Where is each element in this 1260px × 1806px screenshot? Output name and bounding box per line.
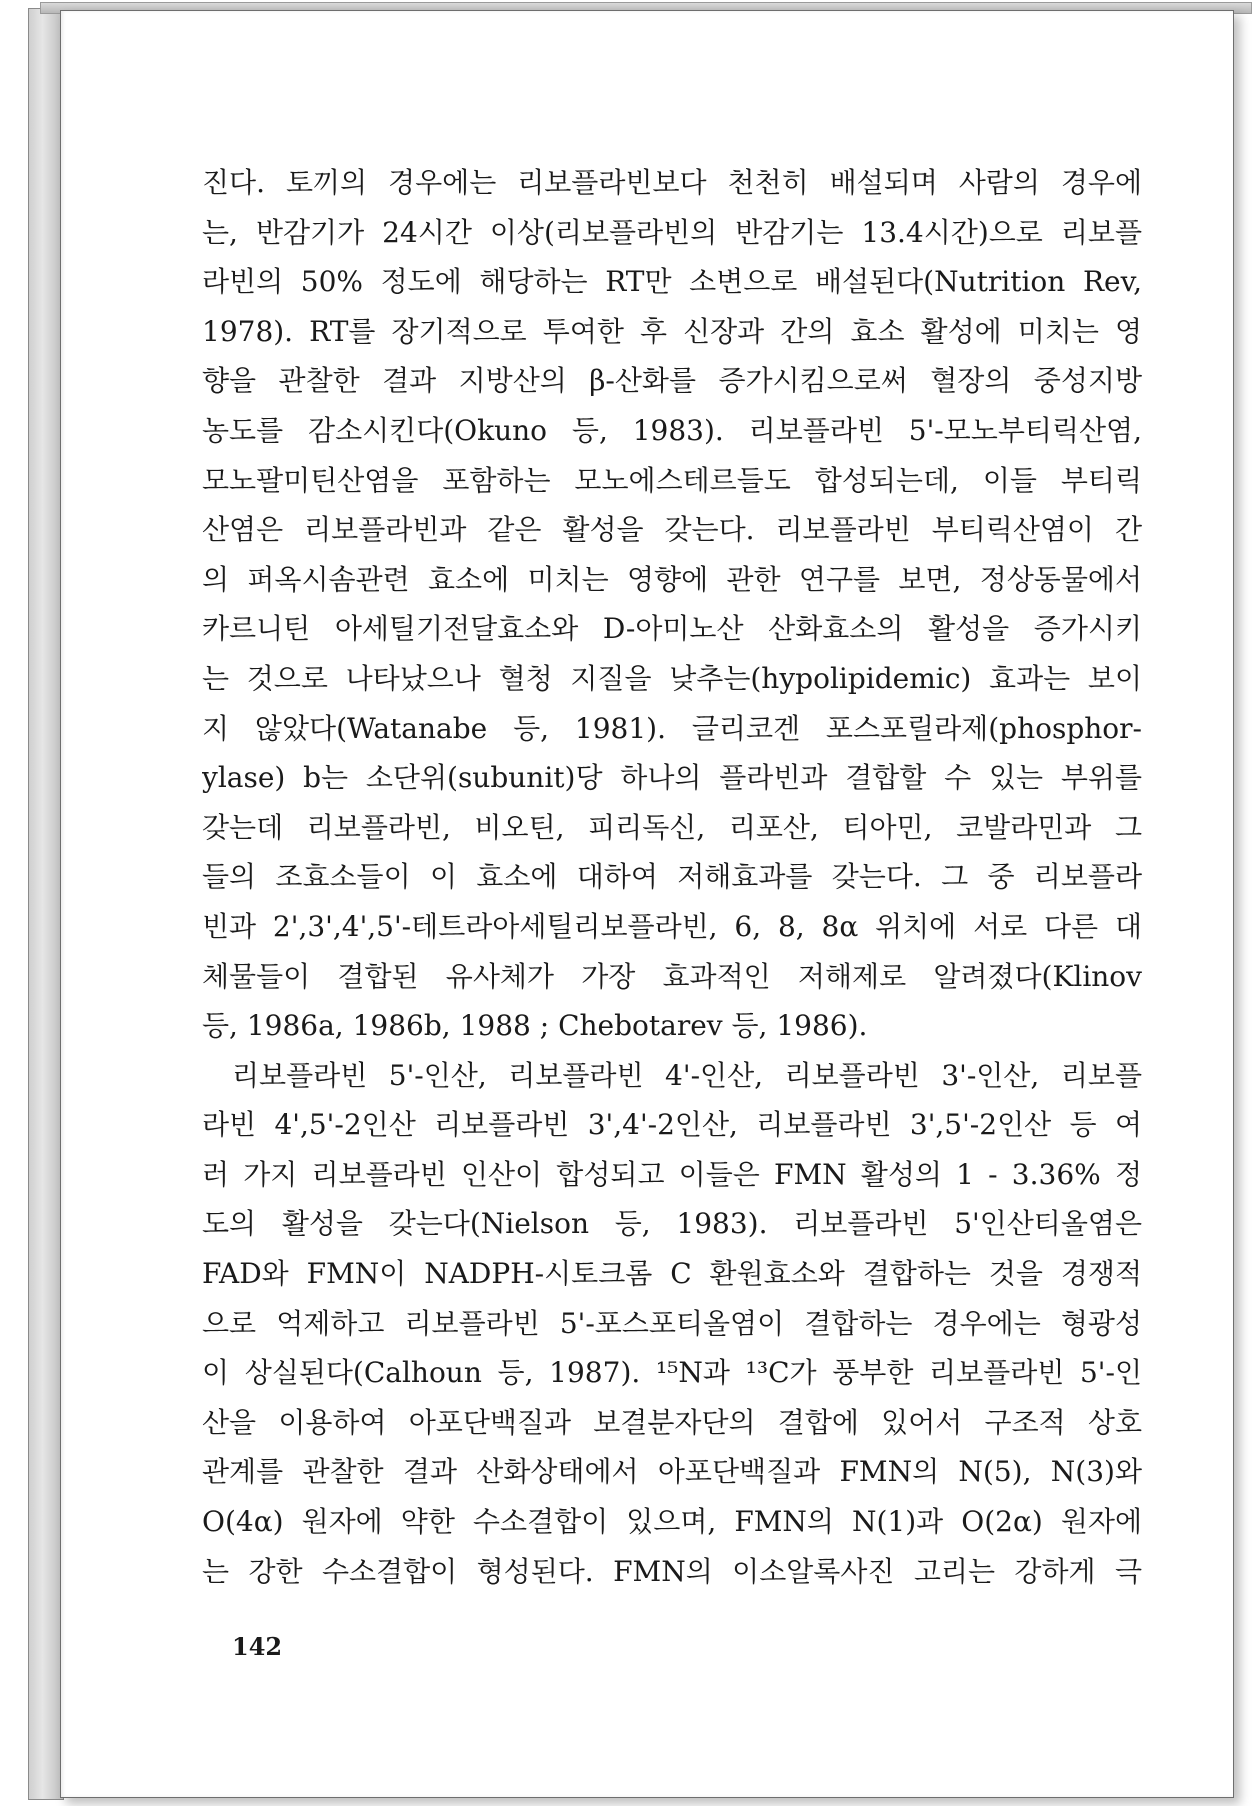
text-line: 이 상실된다(Calhoun 등, 1987). ¹⁵N과 ¹³C가 풍부한 리보플라빈 5'-인 xyxy=(202,1356,1142,1390)
text-line: 는, 반감기가 24시간 이상(리보플라빈의 반감기는 13.4시간)으로 리보플 xyxy=(202,215,1142,249)
body-text xyxy=(202,158,1142,1596)
text-line: O(4α) 원자에 약한 수소결합이 있으며, FMN의 N(1)과 O(2α) 원자에 xyxy=(202,1505,1142,1539)
text-line: 갖는데 리보플라빈, 비오틴, 피리독신, 리포산, 티아민, 코발라민과 그 xyxy=(202,810,1142,844)
text-line: 카르니틴 아세틸기전달효소와 D-아미노산 산화효소의 활성을 증가시키 xyxy=(202,612,1142,646)
text-line: 빈과 2',3',4',5'-테트라아세틸리보플라빈, 6, 8, 8α 위치에 서로 다른 대 xyxy=(202,909,1142,943)
text-line: 도의 활성을 갖는다(Nielson 등, 1983). 리보플라빈 5'인산티올염은 xyxy=(202,1207,1142,1241)
text-line: 라빈의 50% 정도에 해당하는 RT만 소변으로 배설된다(Nutrition Rev, xyxy=(202,265,1142,299)
page-stack-edge xyxy=(28,8,64,1800)
text-line: 라빈 4',5'-2인산 리보플라빈 3',4'-2인산, 리보플라빈 3',5'-2인산 등 여 xyxy=(202,1108,1142,1142)
text-line: 는 것으로 나타났으나 혈청 지질을 낮추는(hypolipidemic) 효과는 보이 xyxy=(202,661,1142,695)
page-number: 142 xyxy=(232,1632,283,1661)
text-line: 의 퍼옥시솜관련 효소에 미치는 영향에 관한 연구를 보면, 정상동물에서 xyxy=(202,562,1142,596)
text-line: 들의 조효소들이 이 효소에 대하여 저해효과를 갖는다. 그 중 리보플라 xyxy=(202,860,1142,894)
text-line: FAD와 FMN이 NADPH-시토크롬 C 환원효소와 결합하는 것을 경쟁적 xyxy=(202,1257,1142,1291)
text-line: 등, 1986a, 1986b, 1988 ; Chebotarev 등, 1986). xyxy=(202,1009,868,1043)
text-line: 산을 이용하여 아포단백질과 보결분자단의 결합에 있어서 구조적 상호 xyxy=(202,1405,1142,1439)
text-line: 향을 관찰한 결과 지방산의 β-산화를 증가시킴으로써 혈장의 중성지방 xyxy=(202,364,1142,398)
text-line: 산염은 리보플라빈과 같은 활성을 갖는다. 리보플라빈 부티릭산염이 간 xyxy=(202,513,1142,547)
text-line: 리보플라빈 5'-인산, 리보플라빈 4'-인산, 리보플라빈 3'-인산, 리보플 xyxy=(232,1058,1142,1092)
text-line: 는 강한 수소결합이 형성된다. FMN의 이소알록사진 고리는 강하게 극 xyxy=(202,1554,1142,1588)
text-line: 모노팔미틴산염을 포함하는 모노에스테르들도 합성되는데, 이들 부티릭 xyxy=(202,463,1142,497)
text-line: 진다. 토끼의 경우에는 리보플라빈보다 천천히 배설되며 사람의 경우에 xyxy=(202,166,1142,199)
text-line: 러 가지 리보플라빈 인산이 합성되고 이들은 FMN 활성의 1 - 3.36% 정 xyxy=(202,1157,1142,1191)
text-line: 농도를 감소시킨다(Okuno 등, 1983). 리보플라빈 5'-모노부티릭산염, xyxy=(202,413,1142,447)
text-line: 관계를 관찰한 결과 산화상태에서 아포단백질과 FMN의 N(5), N(3)와 xyxy=(202,1455,1142,1489)
text-line: ylase) b는 소단위(subunit)당 하나의 플라빈과 결합할 수 있는 부위를 xyxy=(202,761,1142,795)
text-line: 체물들이 결합된 유사체가 가장 효과적인 저해제로 알려졌다(Klinov xyxy=(202,959,1142,993)
text-line: 으로 억제하고 리보플라빈 5'-포스포티올염이 결합하는 경우에는 형광성 xyxy=(202,1306,1142,1340)
text-line: 지 않았다(Watanabe 등, 1981). 글리코겐 포스포릴라제(phosphor- xyxy=(202,711,1142,745)
text-line: 1978). RT를 장기적으로 투여한 후 신장과 간의 효소 활성에 미치는 영 xyxy=(202,314,1142,348)
